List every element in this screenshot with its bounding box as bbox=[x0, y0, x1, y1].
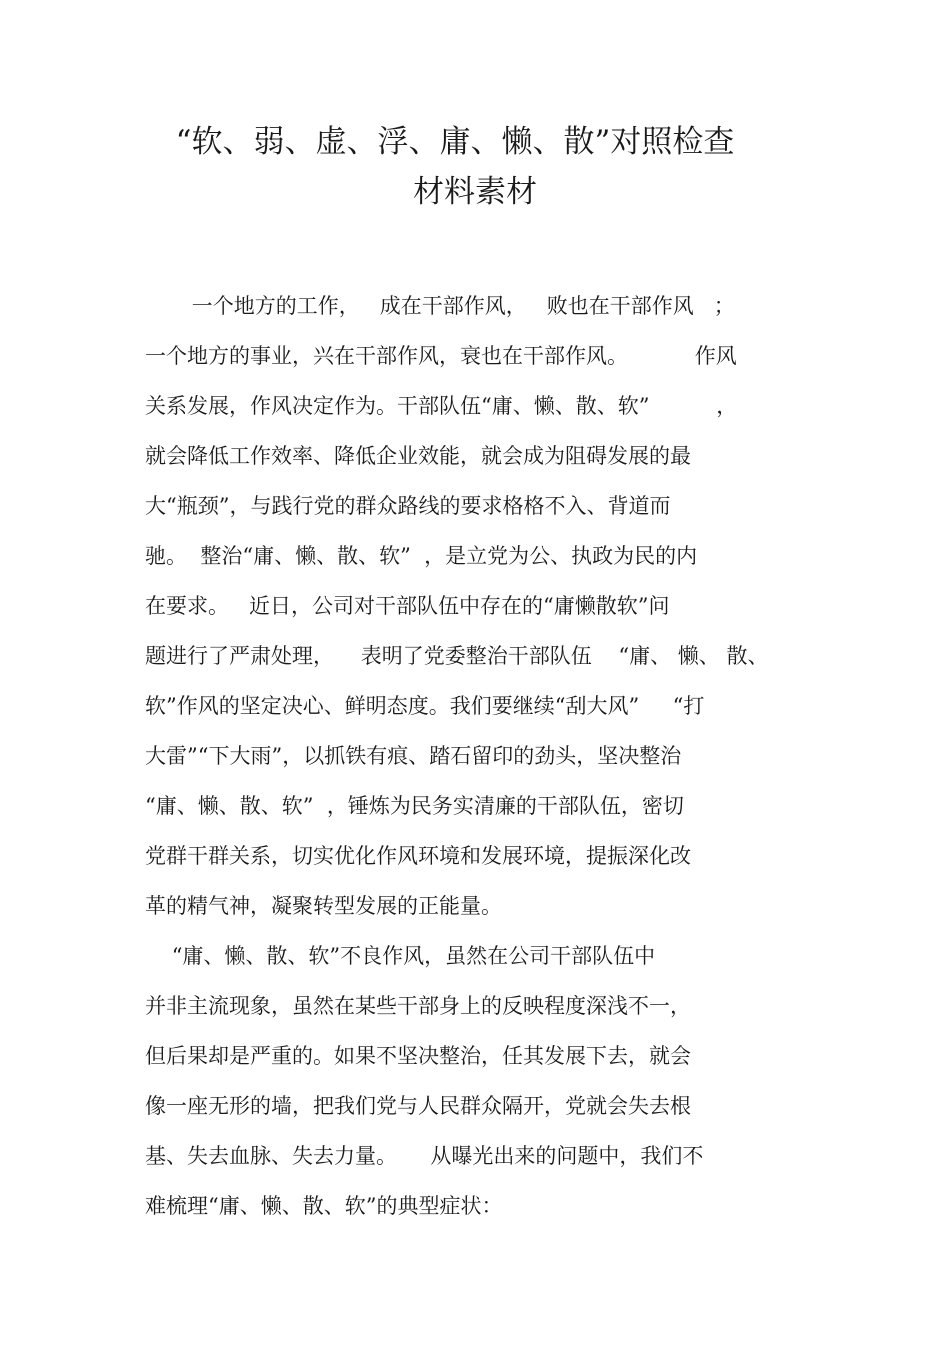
body-line: 难梳理“庸、懒、散、软”的典型症状： bbox=[145, 1194, 503, 1218]
body-line: 基、失去血脉、失去力量。 从曝光出来的问题中，我们不 bbox=[145, 1144, 704, 1168]
body-line: 党群干群关系，切实优化作风环境和发展环境，提振深化改 bbox=[145, 844, 691, 868]
body-line: “庸、懒、散、软”不良作风，虽然在公司干部队伍中 bbox=[145, 944, 656, 968]
body-line: 并非主流现象，虽然在某些干部身上的反映程度深浅不一， bbox=[145, 994, 691, 1018]
body-line: 大“瓶颈”，与践行党的群众路线的要求格格不入、背道而 bbox=[145, 494, 671, 518]
body-line: 革的精气神，凝聚转型发展的正能量。 bbox=[145, 894, 502, 918]
body-line: 一个地方的事业，兴在干部作风，衰也在干部作风。 作风 bbox=[145, 344, 737, 368]
body-line: 软”作风的坚定决心、鲜明态度。我们要继续“刮大风” “打 bbox=[145, 694, 705, 718]
document-title-line-2: 材料素材 bbox=[413, 174, 537, 210]
body-line: 在要求。 近日，公司对干部队伍中存在的“庸懒散软”问 bbox=[145, 594, 670, 618]
body-line: “庸、懒、散、软” ，锤炼为民务实清廉的干部队伍，密切 bbox=[145, 794, 684, 818]
body-line: 题进行了严肃处理， 表明了党委整治干部队伍 “庸、 懒、 散、 bbox=[145, 644, 769, 668]
body-line: 就会降低工作效率、降低企业效能，就会成为阻碍发展的最 bbox=[145, 444, 691, 468]
document-title-line-1: “软、弱、虚、浮、庸、懒、散”对照检查 bbox=[175, 124, 735, 160]
body-line: 驰。 整治“庸、懒、散、软” ，是立党为公、执政为民的内 bbox=[145, 544, 698, 568]
body-line: 大雷”“下大雨”，以抓铁有痕、踏石留印的劲头，坚决整治 bbox=[145, 744, 682, 768]
body-line: 关系发展，作风决定作为。干部队伍“庸、懒、散、软” ， bbox=[145, 394, 738, 418]
body-line: 像一座无形的墙，把我们党与人民群众隔开，党就会失去根 bbox=[145, 1094, 691, 1118]
body-line: 但后果却是严重的。如果不坚决整治，任其发展下去，就会 bbox=[145, 1044, 691, 1068]
body-line: 一个地方的工作， 成在干部作风， 败也在干部作风 ； bbox=[145, 294, 735, 318]
